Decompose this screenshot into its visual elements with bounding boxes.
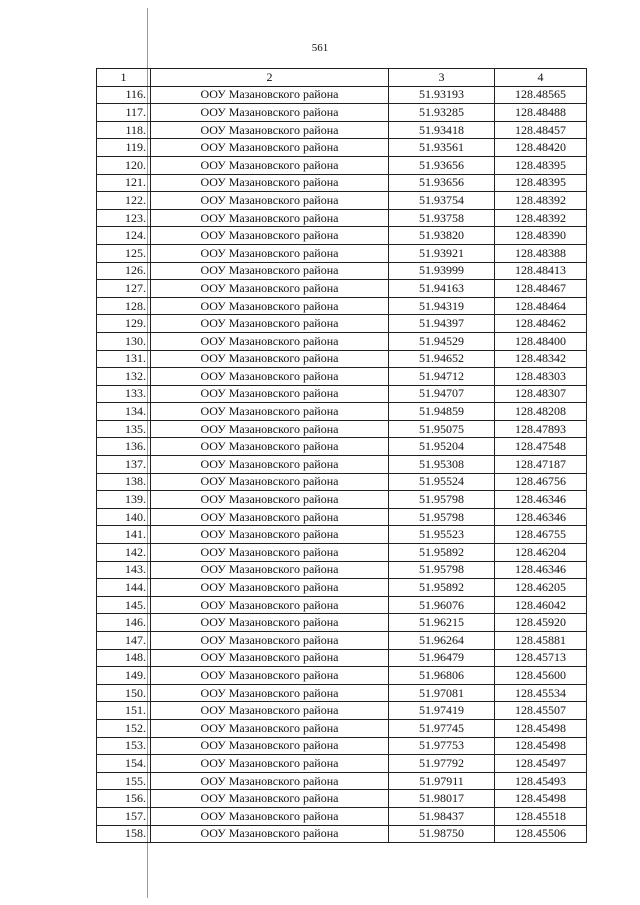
organization-name: ООУ Мазановского района bbox=[151, 702, 389, 720]
longitude-value: 128.48413 bbox=[495, 262, 587, 280]
table-row bbox=[97, 596, 587, 614]
row-number: 122. bbox=[97, 192, 151, 210]
row-number: 117. bbox=[97, 104, 151, 122]
table-row bbox=[97, 544, 587, 562]
latitude-value: 51.94529 bbox=[389, 332, 495, 350]
column-header-4: 4 bbox=[495, 69, 587, 87]
organization-name: ООУ Мазановского района bbox=[151, 227, 389, 245]
table-row bbox=[97, 579, 587, 597]
longitude-value: 128.48307 bbox=[495, 385, 587, 403]
latitude-value: 51.94397 bbox=[389, 315, 495, 333]
latitude-value: 51.97081 bbox=[389, 684, 495, 702]
latitude-value: 51.93754 bbox=[389, 192, 495, 210]
table-row bbox=[97, 244, 587, 262]
latitude-value: 51.93820 bbox=[389, 227, 495, 245]
row-number: 140. bbox=[97, 508, 151, 526]
organization-name: ООУ Мазановского района bbox=[151, 438, 389, 456]
longitude-value: 128.48464 bbox=[495, 297, 587, 315]
longitude-value: 128.45498 bbox=[495, 719, 587, 737]
table-row bbox=[97, 667, 587, 685]
latitude-value: 51.93285 bbox=[389, 104, 495, 122]
latitude-value: 51.94707 bbox=[389, 385, 495, 403]
organization-name: ООУ Мазановского района bbox=[151, 244, 389, 262]
latitude-value: 51.93561 bbox=[389, 139, 495, 157]
longitude-value: 128.48457 bbox=[495, 121, 587, 139]
table-header bbox=[97, 69, 587, 87]
longitude-value: 128.46346 bbox=[495, 508, 587, 526]
row-number: 151. bbox=[97, 702, 151, 720]
organization-name: ООУ Мазановского района bbox=[151, 544, 389, 562]
row-number: 132. bbox=[97, 368, 151, 386]
row-number: 154. bbox=[97, 755, 151, 773]
latitude-value: 51.95892 bbox=[389, 579, 495, 597]
latitude-value: 51.95798 bbox=[389, 508, 495, 526]
row-number: 139. bbox=[97, 491, 151, 509]
longitude-value: 128.46042 bbox=[495, 596, 587, 614]
row-number: 126. bbox=[97, 262, 151, 280]
longitude-value: 128.48342 bbox=[495, 350, 587, 368]
longitude-value: 128.48400 bbox=[495, 332, 587, 350]
longitude-value: 128.46755 bbox=[495, 526, 587, 544]
latitude-value: 51.96264 bbox=[389, 632, 495, 650]
longitude-value: 128.46756 bbox=[495, 473, 587, 491]
latitude-value: 51.96215 bbox=[389, 614, 495, 632]
table-row bbox=[97, 649, 587, 667]
organization-name: ООУ Мазановского района bbox=[151, 491, 389, 509]
latitude-value: 51.93999 bbox=[389, 262, 495, 280]
organization-name: ООУ Мазановского района bbox=[151, 368, 389, 386]
longitude-value: 128.45518 bbox=[495, 807, 587, 825]
longitude-value: 128.48208 bbox=[495, 403, 587, 421]
latitude-value: 51.96076 bbox=[389, 596, 495, 614]
table-row bbox=[97, 772, 587, 790]
longitude-value: 128.48420 bbox=[495, 139, 587, 157]
table-row bbox=[97, 614, 587, 632]
table-row bbox=[97, 473, 587, 491]
table-row bbox=[97, 790, 587, 808]
table-row bbox=[97, 561, 587, 579]
latitude-value: 51.95892 bbox=[389, 544, 495, 562]
table-row bbox=[97, 719, 587, 737]
row-number: 149. bbox=[97, 667, 151, 685]
column-header-2: 2 bbox=[151, 69, 389, 87]
organization-name: ООУ Мазановского района bbox=[151, 297, 389, 315]
latitude-value: 51.95798 bbox=[389, 491, 495, 509]
row-number: 155. bbox=[97, 772, 151, 790]
longitude-value: 128.45920 bbox=[495, 614, 587, 632]
longitude-value: 128.48488 bbox=[495, 104, 587, 122]
organization-name: ООУ Мазановского района bbox=[151, 121, 389, 139]
longitude-value: 128.45534 bbox=[495, 684, 587, 702]
organization-name: ООУ Мазановского района bbox=[151, 632, 389, 650]
organization-name: ООУ Мазановского района bbox=[151, 456, 389, 474]
longitude-value: 128.48303 bbox=[495, 368, 587, 386]
row-number: 135. bbox=[97, 420, 151, 438]
row-number: 158. bbox=[97, 825, 151, 843]
table-row bbox=[97, 508, 587, 526]
organization-name: ООУ Мазановского района bbox=[151, 192, 389, 210]
longitude-value: 128.45497 bbox=[495, 755, 587, 773]
table-row bbox=[97, 632, 587, 650]
longitude-value: 128.47548 bbox=[495, 438, 587, 456]
row-number: 148. bbox=[97, 649, 151, 667]
longitude-value: 128.48565 bbox=[495, 86, 587, 104]
latitude-value: 51.93656 bbox=[389, 156, 495, 174]
row-number: 156. bbox=[97, 790, 151, 808]
latitude-value: 51.93656 bbox=[389, 174, 495, 192]
latitude-value: 51.95523 bbox=[389, 526, 495, 544]
latitude-value: 51.94319 bbox=[389, 297, 495, 315]
organization-name: ООУ Мазановского района bbox=[151, 649, 389, 667]
table-row bbox=[97, 315, 587, 333]
organization-name: ООУ Мазановского района bbox=[151, 526, 389, 544]
column-header-1: 1 bbox=[97, 69, 151, 87]
latitude-value: 51.95798 bbox=[389, 561, 495, 579]
organization-name: ООУ Мазановского района bbox=[151, 280, 389, 298]
longitude-value: 128.45498 bbox=[495, 737, 587, 755]
table-row bbox=[97, 192, 587, 210]
coordinates-table bbox=[96, 68, 587, 843]
longitude-value: 128.48392 bbox=[495, 209, 587, 227]
header-row bbox=[97, 69, 587, 87]
table-row bbox=[97, 209, 587, 227]
organization-name: ООУ Мазановского района bbox=[151, 737, 389, 755]
row-number: 127. bbox=[97, 280, 151, 298]
table-row bbox=[97, 139, 587, 157]
latitude-value: 51.95524 bbox=[389, 473, 495, 491]
longitude-value: 128.46204 bbox=[495, 544, 587, 562]
row-number: 137. bbox=[97, 456, 151, 474]
row-number: 129. bbox=[97, 315, 151, 333]
table-row bbox=[97, 332, 587, 350]
row-number: 119. bbox=[97, 139, 151, 157]
row-number: 131. bbox=[97, 350, 151, 368]
page-number: 561 bbox=[311, 42, 329, 54]
table-row bbox=[97, 526, 587, 544]
organization-name: ООУ Мазановского района bbox=[151, 332, 389, 350]
organization-name: ООУ Мазановского района bbox=[151, 508, 389, 526]
row-number: 121. bbox=[97, 174, 151, 192]
longitude-value: 128.47893 bbox=[495, 420, 587, 438]
row-number: 124. bbox=[97, 227, 151, 245]
table-row bbox=[97, 807, 587, 825]
table-row bbox=[97, 385, 587, 403]
organization-name: ООУ Мазановского района bbox=[151, 561, 389, 579]
latitude-value: 51.94859 bbox=[389, 403, 495, 421]
latitude-value: 51.98750 bbox=[389, 825, 495, 843]
longitude-value: 128.46205 bbox=[495, 579, 587, 597]
longitude-value: 128.48467 bbox=[495, 280, 587, 298]
row-number: 146. bbox=[97, 614, 151, 632]
row-number: 125. bbox=[97, 244, 151, 262]
table-row bbox=[97, 297, 587, 315]
organization-name: ООУ Мазановского района bbox=[151, 104, 389, 122]
organization-name: ООУ Мазановского района bbox=[151, 156, 389, 174]
row-number: 152. bbox=[97, 719, 151, 737]
row-number: 138. bbox=[97, 473, 151, 491]
latitude-value: 51.98437 bbox=[389, 807, 495, 825]
organization-name: ООУ Мазановского района bbox=[151, 139, 389, 157]
row-number: 118. bbox=[97, 121, 151, 139]
row-number: 144. bbox=[97, 579, 151, 597]
longitude-value: 128.45498 bbox=[495, 790, 587, 808]
row-number: 120. bbox=[97, 156, 151, 174]
row-number: 142. bbox=[97, 544, 151, 562]
longitude-value: 128.45493 bbox=[495, 772, 587, 790]
longitude-value: 128.45507 bbox=[495, 702, 587, 720]
longitude-value: 128.45881 bbox=[495, 632, 587, 650]
table-row bbox=[97, 403, 587, 421]
row-number: 134. bbox=[97, 403, 151, 421]
latitude-value: 51.94652 bbox=[389, 350, 495, 368]
longitude-value: 128.48392 bbox=[495, 192, 587, 210]
row-number: 153. bbox=[97, 737, 151, 755]
longitude-value: 128.48395 bbox=[495, 156, 587, 174]
latitude-value: 51.97745 bbox=[389, 719, 495, 737]
organization-name: ООУ Мазановского района bbox=[151, 825, 389, 843]
longitude-value: 128.45600 bbox=[495, 667, 587, 685]
organization-name: ООУ Мазановского района bbox=[151, 719, 389, 737]
organization-name: ООУ Мазановского района bbox=[151, 579, 389, 597]
longitude-value: 128.47187 bbox=[495, 456, 587, 474]
row-number: 133. bbox=[97, 385, 151, 403]
organization-name: ООУ Мазановского района bbox=[151, 614, 389, 632]
row-number: 130. bbox=[97, 332, 151, 350]
table-row bbox=[97, 825, 587, 843]
organization-name: ООУ Мазановского района bbox=[151, 807, 389, 825]
latitude-value: 51.95075 bbox=[389, 420, 495, 438]
latitude-value: 51.93418 bbox=[389, 121, 495, 139]
organization-name: ООУ Мазановского района bbox=[151, 403, 389, 421]
organization-name: ООУ Мазановского района bbox=[151, 420, 389, 438]
longitude-value: 128.45506 bbox=[495, 825, 587, 843]
table-row bbox=[97, 280, 587, 298]
row-number: 150. bbox=[97, 684, 151, 702]
longitude-value: 128.48462 bbox=[495, 315, 587, 333]
table-row bbox=[97, 104, 587, 122]
row-number: 116. bbox=[97, 86, 151, 104]
row-number: 123. bbox=[97, 209, 151, 227]
organization-name: ООУ Мазановского района bbox=[151, 209, 389, 227]
latitude-value: 51.93758 bbox=[389, 209, 495, 227]
table-row bbox=[97, 86, 587, 104]
latitude-value: 51.94163 bbox=[389, 280, 495, 298]
organization-name: ООУ Мазановского района bbox=[151, 755, 389, 773]
latitude-value: 51.94712 bbox=[389, 368, 495, 386]
longitude-value: 128.45713 bbox=[495, 649, 587, 667]
table-row bbox=[97, 755, 587, 773]
organization-name: ООУ Мазановского района bbox=[151, 315, 389, 333]
latitude-value: 51.95308 bbox=[389, 456, 495, 474]
table-row bbox=[97, 350, 587, 368]
longitude-value: 128.48395 bbox=[495, 174, 587, 192]
latitude-value: 51.97419 bbox=[389, 702, 495, 720]
latitude-value: 51.98017 bbox=[389, 790, 495, 808]
organization-name: ООУ Мазановского района bbox=[151, 174, 389, 192]
longitude-value: 128.46346 bbox=[495, 561, 587, 579]
latitude-value: 51.97753 bbox=[389, 737, 495, 755]
row-number: 143. bbox=[97, 561, 151, 579]
latitude-value: 51.97911 bbox=[389, 772, 495, 790]
table-row bbox=[97, 737, 587, 755]
organization-name: ООУ Мазановского района bbox=[151, 385, 389, 403]
row-number: 157. bbox=[97, 807, 151, 825]
organization-name: ООУ Мазановского района bbox=[151, 473, 389, 491]
longitude-value: 128.48390 bbox=[495, 227, 587, 245]
table-row bbox=[97, 121, 587, 139]
table-body bbox=[97, 86, 587, 843]
organization-name: ООУ Мазановского района bbox=[151, 596, 389, 614]
latitude-value: 51.96806 bbox=[389, 667, 495, 685]
latitude-value: 51.96479 bbox=[389, 649, 495, 667]
row-number: 136. bbox=[97, 438, 151, 456]
organization-name: ООУ Мазановского района bbox=[151, 772, 389, 790]
row-number: 141. bbox=[97, 526, 151, 544]
latitude-value: 51.93193 bbox=[389, 86, 495, 104]
row-number: 128. bbox=[97, 297, 151, 315]
table-row bbox=[97, 438, 587, 456]
latitude-value: 51.97792 bbox=[389, 755, 495, 773]
table-row bbox=[97, 368, 587, 386]
organization-name: ООУ Мазановского района bbox=[151, 262, 389, 280]
column-header-3: 3 bbox=[389, 69, 495, 87]
organization-name: ООУ Мазановского района bbox=[151, 790, 389, 808]
table-row bbox=[97, 684, 587, 702]
organization-name: ООУ Мазановского района bbox=[151, 684, 389, 702]
organization-name: ООУ Мазановского района bbox=[151, 350, 389, 368]
table-row bbox=[97, 456, 587, 474]
organization-name: ООУ Мазановского района bbox=[151, 667, 389, 685]
table-row bbox=[97, 227, 587, 245]
row-number: 147. bbox=[97, 632, 151, 650]
table-row bbox=[97, 420, 587, 438]
row-number: 145. bbox=[97, 596, 151, 614]
longitude-value: 128.48388 bbox=[495, 244, 587, 262]
latitude-value: 51.93921 bbox=[389, 244, 495, 262]
table-row bbox=[97, 156, 587, 174]
table-row bbox=[97, 174, 587, 192]
table-row bbox=[97, 262, 587, 280]
latitude-value: 51.95204 bbox=[389, 438, 495, 456]
longitude-value: 128.46346 bbox=[495, 491, 587, 509]
table-row bbox=[97, 491, 587, 509]
organization-name: ООУ Мазановского района bbox=[151, 86, 389, 104]
table-row bbox=[97, 702, 587, 720]
